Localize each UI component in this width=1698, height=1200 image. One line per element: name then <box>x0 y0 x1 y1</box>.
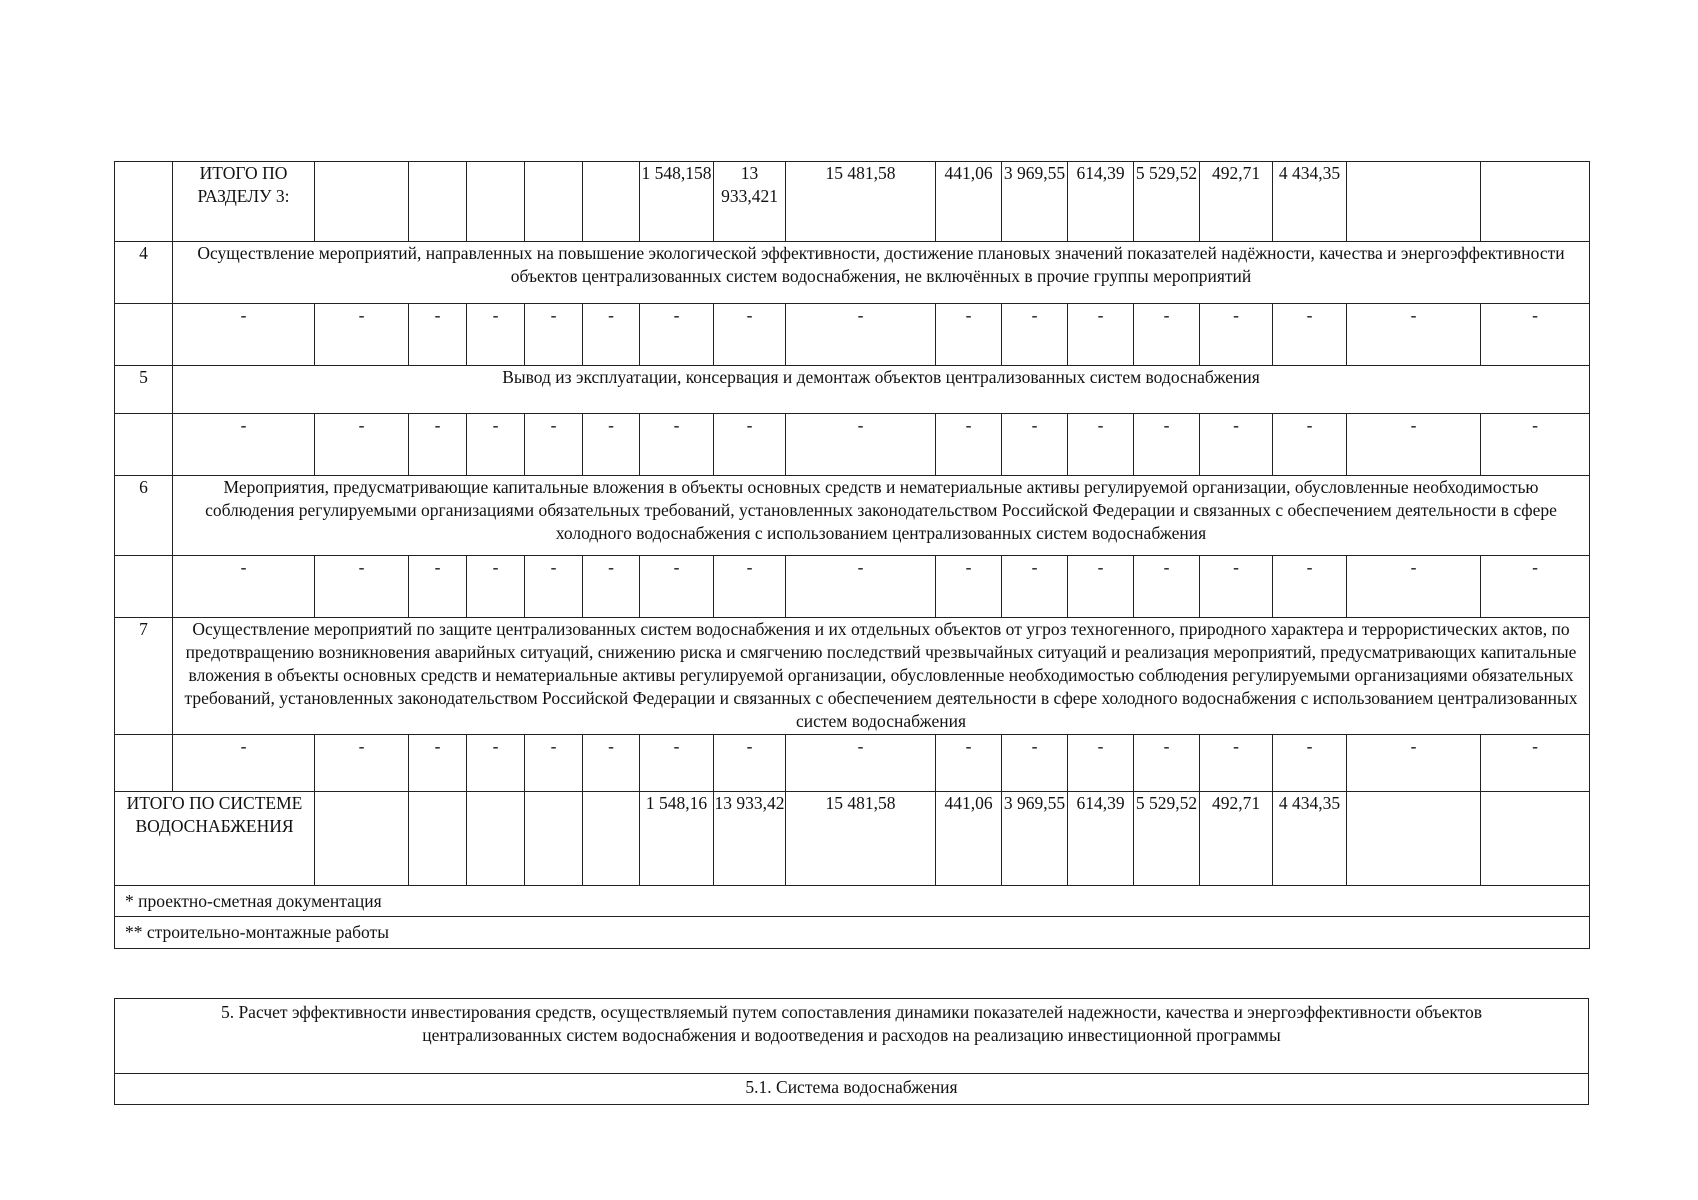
dash-cell: - <box>1347 414 1481 476</box>
dash-cell: - <box>409 556 467 618</box>
dash-cell: - <box>315 556 409 618</box>
dash-cell: - <box>1134 304 1200 366</box>
empty-cell <box>1347 162 1481 242</box>
dash-cell: - <box>409 414 467 476</box>
group-description: Осуществление мероприятий, направленных на повышение экологической эффективности, достижение плановых значений показателей надёжности, качества и энергоэффективности объектов централизованных систем водоснабжения, не включённых в прочие группы мероприятий <box>173 242 1590 304</box>
dash-cell: - <box>1481 414 1590 476</box>
dash-cell: - <box>640 735 714 792</box>
total-value-overall: 15 481,58 <box>786 162 936 242</box>
total-value-psd: 1 548,158 <box>640 162 714 242</box>
total-value-smr: 13 933,421 <box>714 162 786 242</box>
dash-cell: - <box>583 304 640 366</box>
empty-cell <box>409 162 467 242</box>
dash-cell: - <box>583 414 640 476</box>
dash-cell: - <box>173 735 315 792</box>
dash-cell: - <box>583 556 640 618</box>
dash-cell: - <box>1200 556 1273 618</box>
dash-cell: - <box>1068 304 1134 366</box>
dash-cell: - <box>315 304 409 366</box>
row-number-cell <box>115 556 173 618</box>
group-description: Вывод из эксплуатации, консервация и демонтаж объектов централизованных систем водоснабжения <box>173 366 1590 414</box>
dash-cell: - <box>525 304 583 366</box>
group-header-row <box>115 366 1590 414</box>
dash-cell: - <box>786 556 936 618</box>
dash-cell: - <box>936 735 1002 792</box>
dash-row <box>115 735 1590 792</box>
section3-total-row <box>115 162 1590 242</box>
dash-cell: - <box>1200 735 1273 792</box>
dash-cell: - <box>936 556 1002 618</box>
section5-title: 5. Расчет эффективности инвестирования средств, осуществляемый путем сопоставления динамики показателей надежности, качества и энергоэффективности объектов централизованных систем водоснабжения и водоотведения и расходов на реализацию инвестиционной программы <box>115 999 1589 1074</box>
empty-cell <box>583 162 640 242</box>
dash-cell: - <box>1068 556 1134 618</box>
total-value-year: 614,39 <box>1068 162 1134 242</box>
footnote-row <box>115 917 1590 949</box>
group-header-row <box>115 242 1590 304</box>
empty-cell <box>409 792 467 886</box>
empty-cell <box>315 162 409 242</box>
empty-cell <box>525 792 583 886</box>
group-number: 4 <box>115 242 173 304</box>
investment-program-table <box>114 161 1590 949</box>
dash-cell: - <box>467 304 525 366</box>
dash-cell: - <box>640 556 714 618</box>
empty-cell <box>467 162 525 242</box>
dash-cell: - <box>173 556 315 618</box>
dash-cell: - <box>1134 556 1200 618</box>
empty-cell <box>1481 162 1590 242</box>
dash-cell: - <box>525 735 583 792</box>
dash-cell: - <box>1200 414 1273 476</box>
dash-cell: - <box>315 414 409 476</box>
row-number-cell <box>115 414 173 476</box>
dash-cell: - <box>714 414 786 476</box>
dash-cell: - <box>467 414 525 476</box>
dash-row <box>115 414 1590 476</box>
section3-total-label: ИТОГО ПО РАЗДЕЛУ 3: <box>173 162 315 242</box>
dash-cell: - <box>409 304 467 366</box>
total-value-year: 4 434,35 <box>1273 162 1347 242</box>
dash-cell: - <box>1347 735 1481 792</box>
dash-cell: - <box>1273 304 1347 366</box>
dash-cell: - <box>1273 735 1347 792</box>
dash-cell: - <box>714 735 786 792</box>
total-value-year: 4 434,35 <box>1273 792 1347 886</box>
total-value-year: 3 969,55 <box>1002 792 1068 886</box>
group-number: 6 <box>115 476 173 556</box>
dash-cell: - <box>714 304 786 366</box>
dash-cell: - <box>936 414 1002 476</box>
total-value-year: 5 529,52 <box>1134 792 1200 886</box>
empty-cell <box>1481 792 1590 886</box>
section5-subtitle-row <box>115 1074 1589 1105</box>
dash-cell: - <box>786 414 936 476</box>
group-number: 7 <box>115 618 173 735</box>
system-total-label: ИТОГО ПО СИСТЕМЕ ВОДОСНАБЖЕНИЯ <box>115 792 315 886</box>
dash-cell: - <box>786 735 936 792</box>
total-value-year: 5 529,52 <box>1134 162 1200 242</box>
section5-subtitle: 5.1. Система водоснабжения <box>115 1074 1589 1105</box>
dash-cell: - <box>525 556 583 618</box>
group-header-row <box>115 476 1590 556</box>
dash-cell: - <box>1134 414 1200 476</box>
dash-cell: - <box>1481 556 1590 618</box>
dash-cell: - <box>1481 735 1590 792</box>
dash-cell: - <box>1002 304 1068 366</box>
dash-cell: - <box>1068 735 1134 792</box>
dash-cell: - <box>1481 304 1590 366</box>
total-value-year: 441,06 <box>936 162 1002 242</box>
empty-cell <box>525 162 583 242</box>
dash-row <box>115 304 1590 366</box>
row-number-cell <box>115 162 173 242</box>
dash-cell: - <box>1068 414 1134 476</box>
dash-cell: - <box>1347 556 1481 618</box>
section5-table <box>114 998 1589 1105</box>
row-number-cell <box>115 304 173 366</box>
footnote-psd: * проектно-сметная документация <box>115 886 1590 917</box>
dash-row <box>115 556 1590 618</box>
group-description: Мероприятия, предусматривающие капитальные вложения в объекты основных средств и нематериальные активы регулируемой организации, обусловленные необходимостью соблюдения регулируемыми организациями обязательных требований, установленных законодательством Российской Федерации и связанных с обеспечением деятельности в сфере холодного водоснабжения с использованием централизованных систем водоснабжения <box>173 476 1590 556</box>
row-number-cell <box>115 735 173 792</box>
dash-cell: - <box>467 556 525 618</box>
empty-cell <box>467 792 525 886</box>
empty-cell <box>583 792 640 886</box>
dash-cell: - <box>1273 414 1347 476</box>
dash-cell: - <box>1002 414 1068 476</box>
section5-title-row <box>115 999 1589 1074</box>
dash-cell: - <box>315 735 409 792</box>
footnote-row <box>115 886 1590 917</box>
group-description: Осуществление мероприятий по защите централизованных систем водоснабжения и их отдельных объектов от угроз техногенного, природного характера и террористических актов, по предотвращению возникновения аварийных ситуаций, снижению риска и смягчению последствий чрезвычайных ситуаций и реализация мероприятий, предусматривающих капитальные вложения в объекты основных средств и нематериальные активы регулируемой организации, обусловленные необходимостью соблюдения регулируемыми организациями обязательных требований, установленных законодательством Российской Федерации и связанных с обеспечением деятельности в сфере холодного водоснабжения с использованием централизованных систем водоснабжения <box>173 618 1590 735</box>
dash-cell: - <box>173 414 315 476</box>
dash-cell: - <box>409 735 467 792</box>
total-value-psd: 1 548,16 <box>640 792 714 886</box>
empty-cell <box>1347 792 1481 886</box>
total-value-year: 441,06 <box>936 792 1002 886</box>
dash-cell: - <box>1273 556 1347 618</box>
dash-cell: - <box>640 304 714 366</box>
total-value-year: 492,71 <box>1200 162 1273 242</box>
dash-cell: - <box>1002 735 1068 792</box>
group-header-row <box>115 618 1590 735</box>
dash-cell: - <box>936 304 1002 366</box>
dash-cell: - <box>583 735 640 792</box>
dash-cell: - <box>640 414 714 476</box>
dash-cell: - <box>1347 304 1481 366</box>
system-total-row <box>115 792 1590 886</box>
total-value-overall: 15 481,58 <box>786 792 936 886</box>
total-value-year: 492,71 <box>1200 792 1273 886</box>
total-value-year: 614,39 <box>1068 792 1134 886</box>
dash-cell: - <box>1134 735 1200 792</box>
empty-cell <box>315 792 409 886</box>
dash-cell: - <box>714 556 786 618</box>
dash-cell: - <box>173 304 315 366</box>
dash-cell: - <box>467 735 525 792</box>
total-value-smr: 13 933,42 <box>714 792 786 886</box>
footnote-smr: ** строительно-монтажные работы <box>115 917 1590 949</box>
total-value-year: 3 969,55 <box>1002 162 1068 242</box>
dash-cell: - <box>1002 556 1068 618</box>
dash-cell: - <box>525 414 583 476</box>
dash-cell: - <box>1200 304 1273 366</box>
dash-cell: - <box>786 304 936 366</box>
group-number: 5 <box>115 366 173 414</box>
